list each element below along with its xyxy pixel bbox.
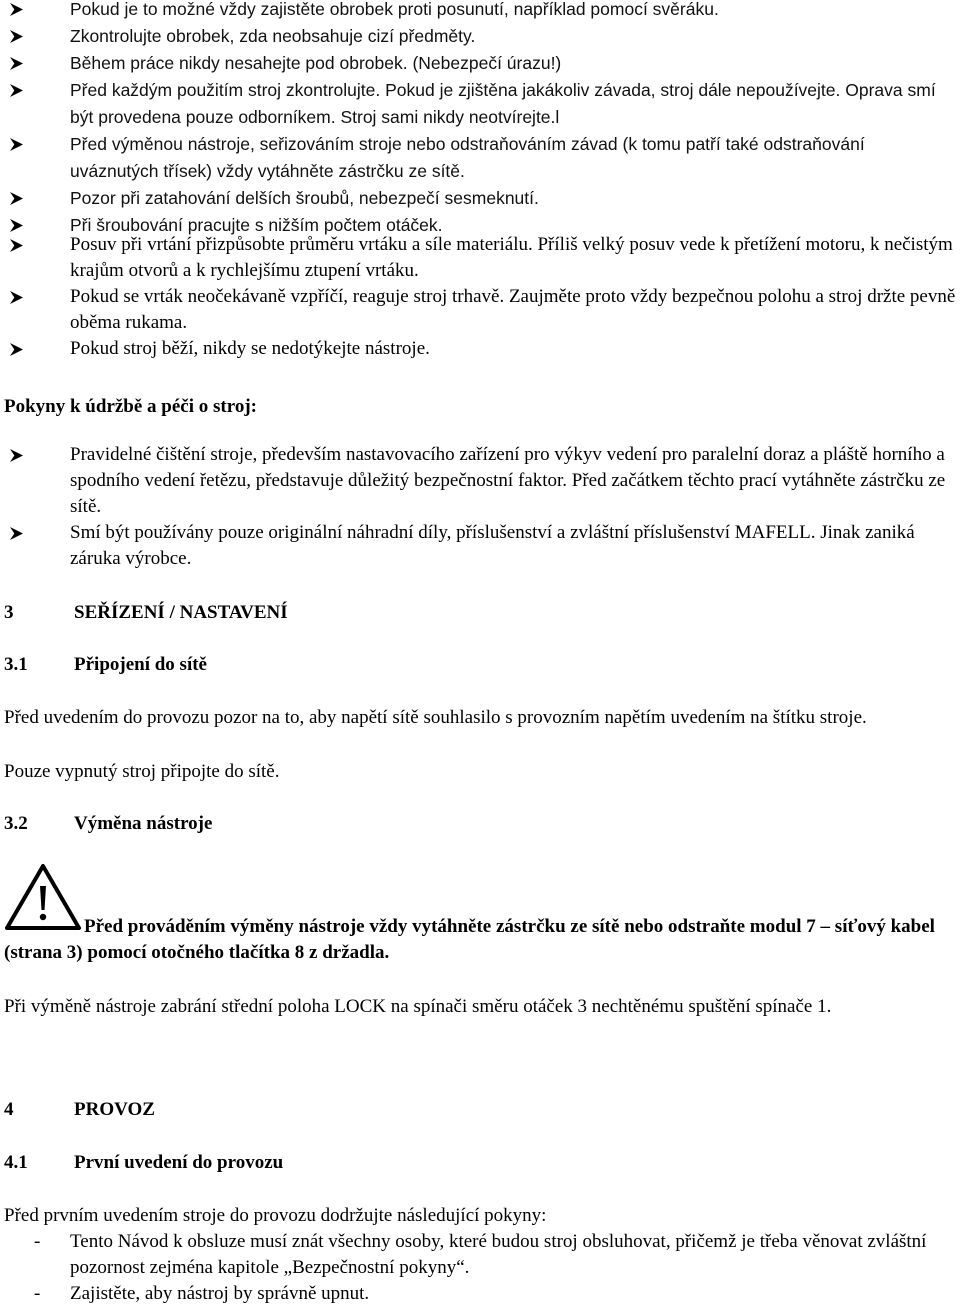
warning-text: Před prováděním výměny nástroje vždy vytáhněte zástrčku ze sítě nebo odstraňte modul 7 – síťový kabel (strana 3) pomocí otočného tlačítka 8 z držadla. (4, 916, 935, 963)
maintenance-heading: Pokyny k údržbě a péči o stroj: (4, 396, 257, 417)
list-item-text: Smí být používány pouze originální náhradní díly, příslušenství a zvláštní příslušenství MAFELL. Jinak zaniká záruka výrobce. (70, 522, 915, 569)
section-3-1-paragraph: Před uvedením do provozu pozor na to, aby napětí sítě souhlasilo s provozním napětím uvedením na štítku stroje. (4, 707, 867, 728)
safety-bullet-list-2 (0, 232, 960, 362)
warning-block (0, 862, 960, 972)
arrow-bullet-icon (10, 84, 23, 97)
section-3-heading (0, 600, 960, 626)
list-item (0, 131, 960, 185)
list-item (0, 77, 960, 131)
list-item-text: Při šroubování pracujte s nižším počtem otáček. (70, 215, 443, 235)
dash-bullet: - (34, 1283, 41, 1304)
section-title: SEŘÍZENÍ / NASTAVENÍ (74, 602, 288, 623)
arrow-bullet-icon (10, 219, 23, 232)
section-4-1-intro: Před prvním uvedením stroje do provozu dodržujte následující pokyny: (4, 1205, 547, 1226)
list-item (0, 1281, 960, 1307)
section-title: PROVOZ (74, 1099, 155, 1120)
section-number: 4 (4, 1099, 14, 1120)
section-number: 3.2 (4, 813, 28, 834)
list-item (0, 232, 960, 284)
section-number: 3.1 (4, 654, 28, 675)
section-4-heading (0, 1097, 960, 1123)
list-item-text: Pokud stroj běží, nikdy se nedotýkejte nástroje. (70, 338, 430, 359)
section-number: 3 (4, 602, 14, 623)
list-item-text: Pozor při zatahování delších šroubů, nebezpečí sesmeknutí. (70, 188, 539, 208)
arrow-bullet-icon (10, 30, 23, 43)
section-3-2-paragraph: Při výměně nástroje zabrání střední poloha LOCK na spínači směru otáček 3 nechtěnému spuštění spínače 1. (4, 996, 832, 1017)
list-item-text: Pravidelné čištění stroje, především nastavovacího zařízení pro výkyv vedení pro paralelní doraz a pláště horního a spodního vedení řetězu, představuje důležitý bezpečnostní faktor. Před začátkem těchto prací vytáhněte zástrčku ze sítě. (70, 444, 946, 517)
list-item (0, 0, 960, 23)
list-item (0, 50, 960, 77)
list-item-text: Zkontrolujte obrobek, zda neobsahuje cizí předměty. (70, 26, 476, 46)
list-item-text: Posuv při vrtání přizpůsobte průměru vrtáku a síle materiálu. Příliš velký posuv vede k přetížení motoru, k nečistým krajům otvorů a k rychlejšímu ztupení vrtáku. (70, 234, 953, 281)
section-3-1-heading (0, 652, 960, 678)
list-item (0, 1229, 960, 1281)
list-item-text: Během práce nikdy nesahejte pod obrobek. (Nebezpečí úrazu!) (70, 53, 562, 73)
section-4-1-dash-list (0, 1229, 960, 1307)
dash-bullet: - (34, 1231, 41, 1252)
arrow-bullet-icon (10, 57, 23, 70)
list-item-text: Před každým použitím stroj zkontrolujte. Pokud je zjištěna jakákoliv závada, stroj dále nepoužívejte. Oprava smí být provedena pouze odborníkem. Stroj sami nikdy neotvírejte.l (70, 80, 936, 127)
arrow-bullet-icon (10, 3, 23, 16)
list-item (0, 336, 960, 362)
safety-bullet-list (0, 0, 960, 239)
list-item-text: Tento Návod k obsluze musí znát všechny osoby, které budou stroj obsluhovat, přičemž je třeba věnovat zvláštní pozornost zejména kapitole „Bezpečnostní pokyny“. (70, 1231, 927, 1278)
list-item-text: Před výměnou nástroje, seřizováním stroje nebo odstraňováním závad (k tomu patří také odstraňování uváznutých třísek) vždy vytáhněte zástrčku ze sítě. (70, 134, 865, 181)
section-3-1-paragraph-2: Pouze vypnutý stroj připojte do sítě. (4, 761, 280, 782)
maintenance-bullet-list (0, 442, 960, 572)
list-item (0, 284, 960, 336)
arrow-bullet-icon (10, 343, 23, 356)
arrow-bullet-icon (10, 527, 23, 540)
arrow-bullet-icon (10, 138, 23, 151)
section-title: Výměna nástroje (74, 813, 213, 834)
list-item-text: Pokud se vrták neočekávaně vzpříčí, reaguje stroj trhavě. Zaujměte proto vždy bezpečnou polohu a stroj držte pevně oběma rukama. (70, 286, 956, 333)
list-item-text: Pokud je to možné vždy zajistěte obrobek proti posunutí, například pomocí svěráku. (70, 0, 719, 19)
list-item (0, 520, 960, 572)
section-title: První uvedení do provozu (74, 1152, 284, 1173)
arrow-bullet-icon (10, 239, 23, 252)
list-item-text: Zajistěte, aby nástroj by správně upnut. (70, 1283, 370, 1304)
section-4-1-heading (0, 1150, 960, 1176)
list-item (0, 442, 960, 520)
arrow-bullet-icon (10, 449, 23, 462)
section-number: 4.1 (4, 1152, 28, 1173)
list-item (0, 185, 960, 212)
section-title: Připojení do sítě (74, 654, 207, 675)
list-item (0, 23, 960, 50)
arrow-bullet-icon (10, 192, 23, 205)
section-3-2-heading (0, 811, 960, 837)
arrow-bullet-icon (10, 291, 23, 304)
